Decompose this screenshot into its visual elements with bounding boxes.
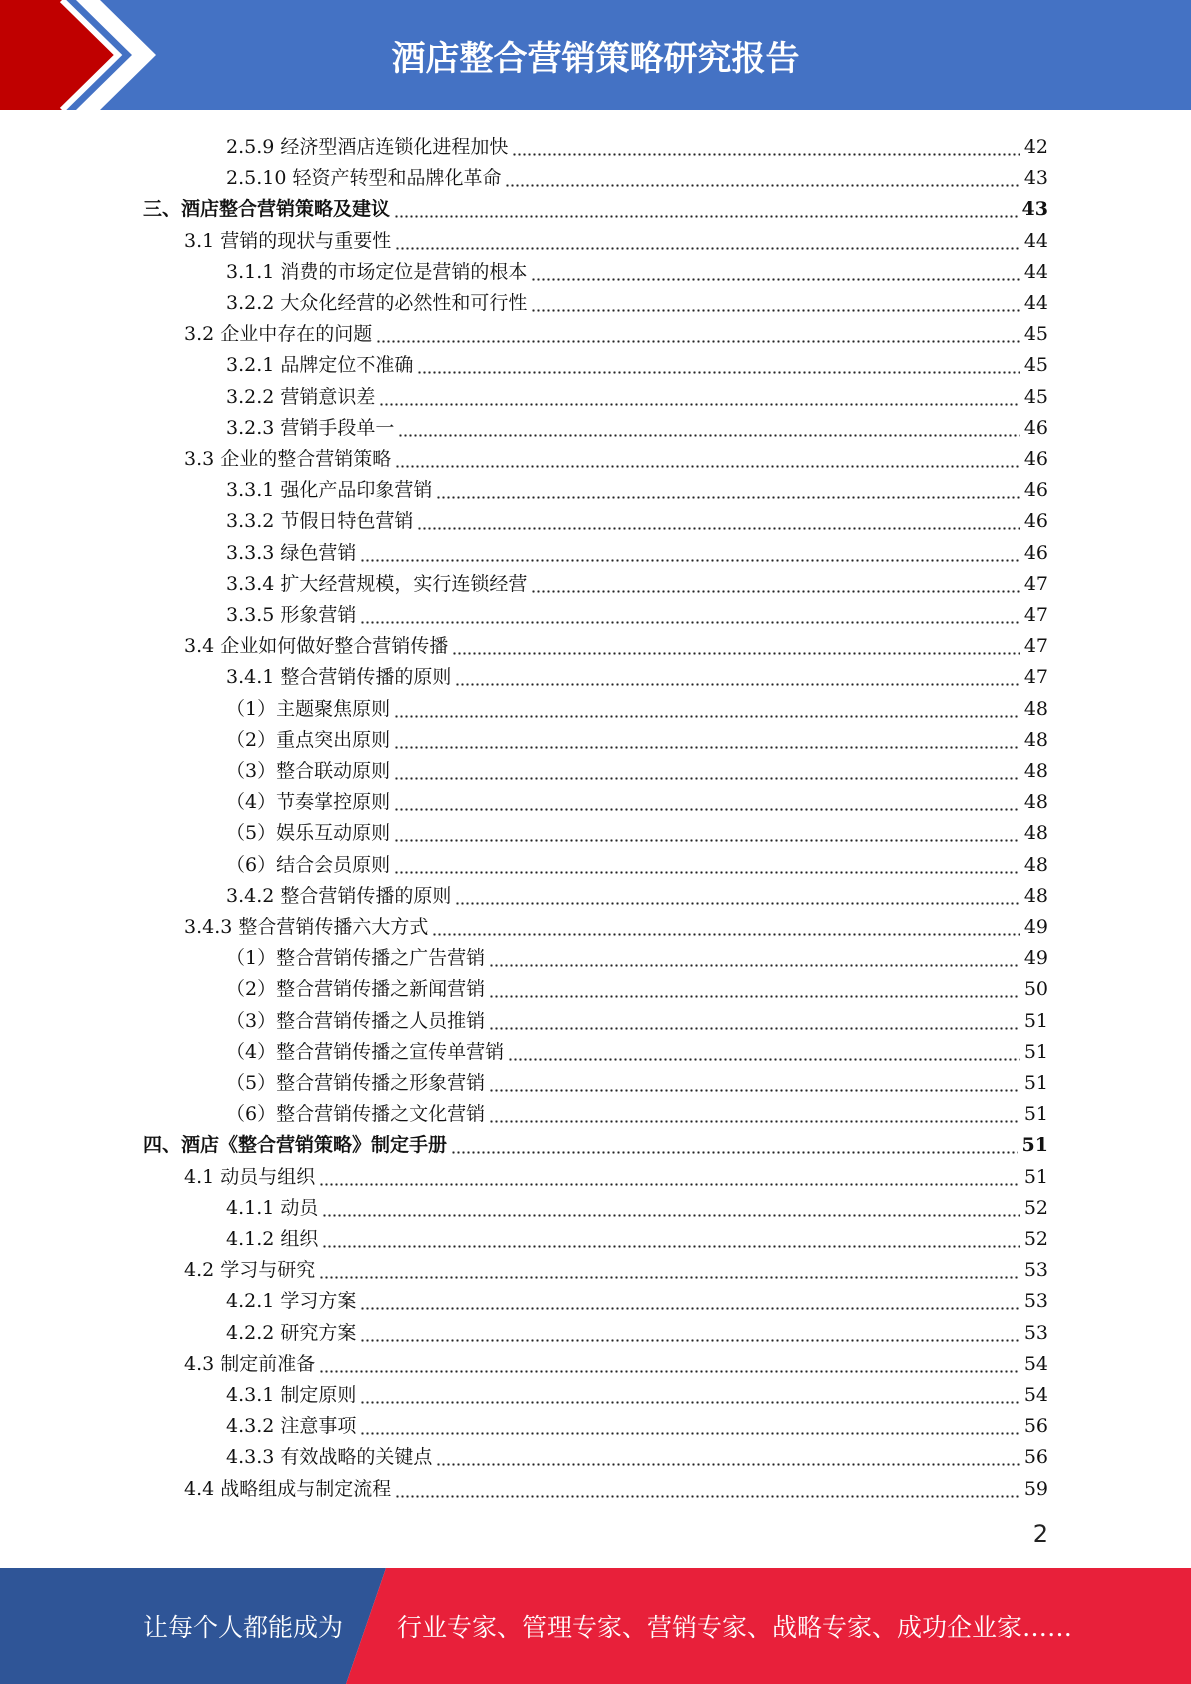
toc-dot-leader [489,946,1020,970]
toc-dot-leader [394,728,1020,752]
toc-entry-page: 49 [1023,916,1048,938]
toc-dot-leader [395,447,1020,471]
toc-entry-page: 47 [1023,572,1048,595]
toc-entry-page: 48 [1023,853,1048,876]
toc-entry-page: 51 [1023,1103,1048,1126]
toc-entry-label: 4.1 动员与组织 [184,1165,316,1188]
toc-entry[interactable] [226,1314,1048,1345]
toc-entry[interactable] [184,222,1048,253]
toc-entry[interactable] [226,128,1048,159]
toc-entry-page: 52 [1023,1228,1048,1250]
toc-entry[interactable] [143,190,1048,221]
toc-dot-leader [417,353,1019,377]
toc-dot-leader [398,416,1019,440]
toc-entry-page: 48 [1023,760,1048,782]
toc-entry-label: 3.3.4 扩大经营规模，实行连锁经营 [226,572,528,595]
toc-entry-label: 4.3.1 制定原则 [226,1384,357,1406]
toc-entry-label: 3.2.3 营销手段单一 [226,416,395,439]
toc-entry-page: 53 [1023,1259,1048,1282]
toc-entry[interactable] [226,1376,1048,1407]
toc-entry[interactable] [184,440,1048,471]
toc-entry-label: （3）整合联动原则 [226,760,391,782]
toc-dot-leader [319,1258,1020,1282]
toc-entry-page: 45 [1023,354,1048,377]
toc-entry-page: 47 [1023,604,1048,626]
toc-entry-label: 4.2.2 研究方案 [226,1321,357,1344]
toc-entry[interactable] [226,1064,1048,1095]
toc-entry-label: 4.3 制定前准备 [184,1352,316,1375]
toc-entry-page: 46 [1023,510,1048,533]
toc-dot-leader [452,634,1020,658]
page-header [0,0,1191,110]
toc-entry-label: 3.2.2 大众化经营的必然性和可行性 [226,292,528,314]
toc-entry[interactable] [184,627,1048,658]
toc-entry-label: 4.4 战略组成与制定流程 [184,1477,392,1500]
toc-dot-leader [394,759,1020,783]
toc-entry-label: （6）结合会员原则 [226,853,391,876]
toc-entry[interactable] [226,409,1048,440]
toc-entry-page: 51 [1023,1009,1048,1032]
toc-entry[interactable] [226,658,1048,689]
toc-entry-page: 44 [1023,260,1048,283]
toc-entry-page: 48 [1023,791,1048,814]
toc-entry[interactable] [226,1189,1048,1220]
toc-entry-page: 46 [1023,448,1048,470]
toc-entry-page: 52 [1023,1196,1048,1219]
toc-entry[interactable] [226,1095,1048,1126]
toc-entry[interactable] [226,721,1048,752]
toc-entry-page: 54 [1023,1352,1048,1375]
toc-entry-page: 45 [1023,323,1048,346]
toc-entry-page: 44 [1023,229,1048,252]
toc-entry-page: 46 [1023,479,1048,502]
toc-dot-leader [319,1352,1020,1376]
toc-entry-label: 3.1 营销的现状与重要性 [184,229,392,252]
toc-dot-leader [531,572,1019,596]
toc-entry-page: 46 [1023,541,1048,564]
toc-entry-page: 53 [1023,1321,1048,1344]
toc-entry-label: （1）整合营销传播之广告营销 [226,947,486,970]
toc-entry[interactable] [226,378,1048,409]
toc-entry[interactable] [226,846,1048,877]
toc-entry-label: 三、酒店整合营销策略及建议 [143,198,391,221]
toc-dot-leader [489,977,1020,1001]
toc-dot-leader [432,915,1019,939]
toc-entry-label: 4.2 学习与研究 [184,1259,316,1282]
toc-entry[interactable] [226,502,1048,533]
toc-dot-leader [508,1040,1020,1064]
toc-dot-leader [394,790,1020,814]
toc-entry[interactable] [184,1158,1048,1189]
toc-entry-page: 42 [1023,136,1048,158]
toc-entry-label: 3.3.1 强化产品印象营销 [226,479,433,502]
toc-dot-leader [379,385,1019,409]
toc-entry[interactable] [143,1126,1048,1157]
document-title: 酒店整合营销策略研究报告 [391,38,800,79]
toc-dot-leader [395,1477,1020,1501]
toc-entry-page: 51 [1023,1072,1048,1094]
toc-entry-page: 45 [1023,385,1048,408]
toc-entry-label: （2）重点突出原则 [226,728,391,751]
toc-entry[interactable] [226,596,1048,627]
toc-entry-page: 51 [1021,1134,1048,1157]
toc-entry[interactable] [226,253,1048,284]
toc-dot-leader [319,1165,1020,1189]
toc-entry[interactable] [226,877,1048,908]
toc-entry[interactable] [226,752,1048,783]
toc-entry-label: 3.1.1 消费的市场定位是营销的根本 [226,260,528,283]
toc-dot-leader [512,135,1019,159]
toc-dot-leader [394,853,1020,877]
toc-dot-leader [360,1321,1019,1345]
toc-entry-label: 3.3.5 形象营销 [226,604,357,626]
toc-entry-label: （1）主题聚焦原则 [226,697,391,720]
toc-dot-leader [489,1071,1020,1095]
toc-entry-label: 3.2.2 营销意识差 [226,385,376,408]
toc-entry-page: 43 [1021,198,1048,221]
toc-entry-page: 56 [1023,1415,1048,1438]
toc-entry-label: （3）整合营销传播之人员推销 [226,1009,486,1032]
toc-entry-label: 3.4 企业如何做好整合营销传播 [184,635,449,658]
toc-dot-leader [360,1289,1019,1313]
toc-dot-leader [455,884,1019,908]
toc-entry-page: 44 [1023,292,1048,314]
toc-entry-label: 2.5.9 经济型酒店连锁化进程加快 [226,136,509,158]
toc-entry-label: 4.1.2 组织 [226,1228,319,1250]
toc-entry[interactable] [226,1407,1048,1438]
toc-entry[interactable] [226,565,1048,596]
toc-entry-page: 46 [1023,416,1048,439]
toc-entry-label: （4）节奏掌控原则 [226,791,391,814]
toc-entry-label: 4.3.2 注意事项 [226,1415,357,1438]
footer-slogan: 让每个人都能成为 [143,1613,344,1642]
toc-dot-leader [394,697,1020,721]
toc-entry[interactable] [226,346,1048,377]
toc-entry[interactable] [226,1220,1048,1251]
toc-dot-leader [322,1196,1019,1220]
toc-entry[interactable] [184,315,1048,346]
toc-entry-page: 51 [1023,1165,1048,1188]
toc-entry[interactable] [226,1002,1048,1033]
toc-entry-page: 48 [1023,697,1048,720]
toc-dot-leader [531,291,1019,315]
toc-dot-leader [360,1414,1019,1438]
toc-entry-page: 51 [1023,1040,1048,1063]
toc-entry[interactable] [226,970,1048,1001]
toc-dot-leader [489,1009,1020,1033]
toc-dot-leader [376,322,1020,346]
toc-entry[interactable] [226,814,1048,845]
toc-entry-label: （6）整合营销传播之文化营销 [226,1103,486,1126]
toc-entry[interactable] [226,783,1048,814]
toc-entry-label: 四、酒店《整合营销策略》制定手册 [143,1134,448,1157]
toc-entry-label: 3.4.2 整合营销传播的原则 [226,884,452,907]
toc-entry-label: （5）整合营销传播之形象营销 [226,1072,486,1094]
toc-entry-label: 4.3.3 有效战略的关键点 [226,1446,433,1469]
toc-entry-label: （4）整合营销传播之宣传单营销 [226,1040,505,1063]
toc-entry[interactable] [226,284,1048,315]
toc-entry-page: 48 [1023,884,1048,907]
toc-entry-label: 3.3 企业的整合营销策略 [184,448,392,470]
toc-entry-label: 3.3.3 绿色营销 [226,541,357,564]
toc-dot-leader [394,821,1020,845]
toc-entry[interactable] [226,1033,1048,1064]
toc-dot-leader [505,166,1019,190]
toc-entry[interactable] [226,1282,1048,1313]
footer-tagline: 行业专家、管理专家、营销专家、战略专家、成功企业家…… [397,1613,1073,1642]
toc-entry-label: 4.1.1 动员 [226,1196,319,1219]
toc-entry[interactable] [184,1470,1048,1501]
toc-entry-label: 3.4.1 整合营销传播的原则 [226,666,452,689]
toc-dot-leader [417,509,1019,533]
toc-entry-label: 3.3.2 节假日特色营销 [226,510,414,533]
toc-entry[interactable] [226,1438,1048,1469]
toc-dot-leader [489,1102,1020,1126]
toc-entry-page: 56 [1023,1446,1048,1469]
toc-dot-leader [395,229,1020,253]
toc-entry-page: 49 [1023,947,1048,970]
toc-entry[interactable] [184,1251,1048,1282]
toc-entry-label: 3.2.1 品牌定位不准确 [226,354,414,377]
toc-entry-label: 2.5.10 轻资产转型和品牌化革命 [226,167,502,190]
toc-dot-leader [531,260,1019,284]
toc-dot-leader [436,1445,1019,1469]
toc-entry-page: 43 [1023,167,1048,190]
toc-dot-leader [360,603,1019,627]
header-arrow-decoration [0,0,160,110]
toc-entry-label: （5）娱乐互动原则 [226,822,391,845]
toc-dot-leader [451,1133,1018,1157]
toc-dot-leader [436,478,1019,502]
toc-entry-page: 50 [1023,978,1048,1001]
toc-entry-page: 48 [1023,728,1048,751]
toc-dot-leader [322,1227,1019,1251]
toc-entry-page: 59 [1023,1477,1048,1500]
toc-entry-page: 47 [1023,666,1048,689]
toc-entry-label: 4.2.1 学习方案 [226,1290,357,1313]
toc-entry-label: （2）整合营销传播之新闻营销 [226,978,486,1001]
toc-entry-page: 47 [1023,635,1048,658]
toc-dot-leader [360,1383,1019,1407]
toc-entry-page: 54 [1023,1384,1048,1406]
toc-entry[interactable] [226,471,1048,502]
toc-dot-leader [360,541,1019,565]
page-footer [0,1568,1191,1684]
toc-entry[interactable] [184,1345,1048,1376]
toc-entry-label: 3.4.3 整合营销传播六大方式 [184,916,429,938]
toc-entry[interactable] [226,159,1048,190]
toc-entry-label: 3.2 企业中存在的问题 [184,323,373,346]
toc-entry[interactable] [226,939,1048,970]
toc-entry-page: 53 [1023,1290,1048,1313]
toc-entry[interactable] [226,534,1048,565]
toc-entry-page: 48 [1023,822,1048,845]
toc-dot-leader [394,197,1018,221]
toc-entry[interactable] [184,908,1048,939]
page-number: 2 [1032,1520,1048,1548]
toc-entry[interactable] [226,690,1048,721]
toc-dot-leader [455,665,1019,689]
